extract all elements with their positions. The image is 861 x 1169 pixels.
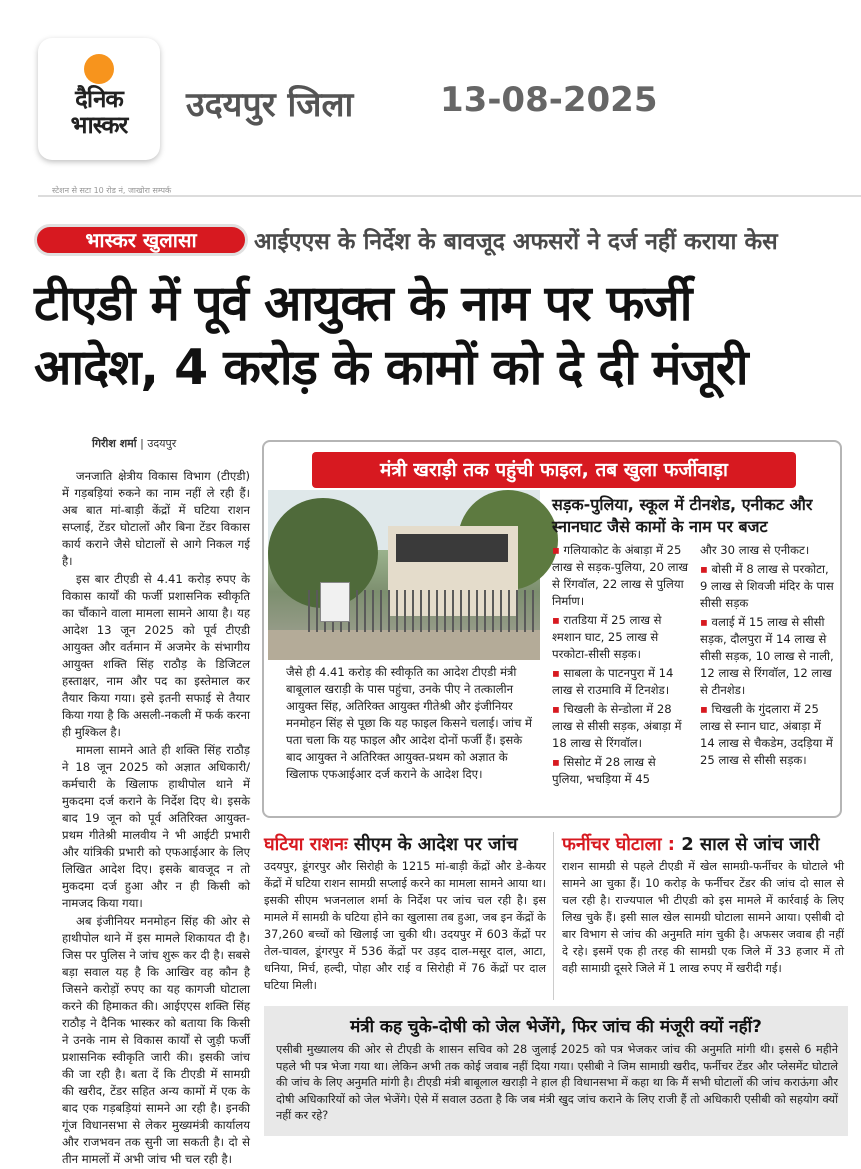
furniture-heading-label: फर्नीचर घोटाला : [562, 834, 675, 855]
ration-heading-rest: सीएम के आदेश पर जांच [347, 834, 518, 855]
bottom-box-heading: मंत्री कह चुके-दोषी को जेल भेजेंगे, फिर जांच की मंजूरी क्यों नहीं? [350, 1017, 762, 1037]
ration-section-heading [264, 832, 518, 856]
bottom-box-body: एसीबी मुख्यालय की ओर से टीएडी के शासन सचिव को 28 जुलाई 2025 को पत्र भेजकर जांच की अनुमति मांगी थी। इससे 6 महीने पहले भी पत्र भेजा गया था। लेकिन अभी तक कोई जवाब नहीं दिया गया। एसीबी ने जिम सामाग्री खरीद, फर्नीचर टेंडर और प्लेसमेंट घोटाले की जांच के लिए अनुमति मांगी है। टीएडी मंत्री बाबूलाल खराड़ी ने हाल ही विधानसभा में कहा था कि मैं सभी घोटालों की जांच कराऊंगा और दोषी अधिकारियों को जेल भेजेंगे। ऐसे में सवाल उठता है कि जब मंत्री खुद जांच कराने के लिए राजी हैं तो अधिकारी एसीबी को सहयोग क्यों नहीं कर रहे? [276, 1043, 838, 1122]
paragraph: अब इंजीनियर मनमोहन सिंह की ओर से हाथीपोल थाने में इस मामले शिकायत दी है। जिस पर पुलिस ने जांच शुरू कर दी है। सबसे बड़ा सवाल यह है कि आखिर वह कौन है जिसने करोड़ों रुपए का यह कागजी घोटाला करने की हिमाकत की। आईएएस शक्ति सिंह राठौड़ ने दैनिक भास्कर को बताया कि किसी ने उनके नाम से विकास कार्यों से जुड़ी फर्जी प्रशासनिक स्वीकृति जारी की। इसकी जांच की जा रही है। बता दें कि टीएडी में सामग्री की खरीद, टेंडर सहित अन्य कामों में एक के बाद एक गड़बड़ियां सामने आ रही है। इनकी गूंज विधानसभा से लेकर मुख्यमंत्री कार्यालय और राजभवन तक सुनी जा सकती है। दो से तीन मामलों में अभी जांच भी चल रही है। [62, 914, 250, 1166]
logo-text: दैनिक भास्कर [70, 85, 128, 139]
office-building-photo [268, 490, 540, 660]
headline [34, 272, 849, 400]
left-column-text [62, 468, 250, 1169]
list-item: ▪ चिखली के गुंदलारा में 25 लाख से स्नान घाट, अंबाड़ा में 14 लाख से चैकडेम, उदड़िया में 25 लाख से सीसी सड़क। [700, 702, 833, 767]
furniture-section-heading [562, 832, 820, 856]
boxed-story-banner: मंत्री खराड़ी तक पहुंची फाइल, तब खुला फर्जीवाड़ा [312, 452, 796, 488]
dainik-bhaskar-logo [38, 38, 160, 160]
bullet-list-right [700, 542, 838, 771]
paragraph: इस बार टीएडी से 4.41 करोड़ रुपए के विकास कार्यों की फर्जी प्रशासनिक स्वीकृति का चौंकाने वाला मामला सामने आया है। यह आदेश 13 जून 2025 को पूर्व टीएडी आयुक्त और वर्तमान में अजमेर के संभागीय आयुक्त शक्ति सिंह राठौड़ के डिजिटल हस्ताक्षर, नाम और पद का इस्तेमाल कर तैयार किया गया। इसे इतनी सफाई से तैयार किया गया है कि असली-नकली में फर्क करना ही मुश्किल है। [62, 572, 250, 739]
photo-signboard [396, 534, 508, 562]
list-item: ▪ चिखली के सेन्डोला में 28 लाख से सीसी सड़क, अंबाड़ा में 18 लाख से रिंगवॉल। [552, 702, 682, 750]
bullet-icon: ▪ [552, 613, 564, 627]
list-item: ▪ बोसी में 8 लाख से परकोटा, 9 लाख से शिवजी मंदिर के पास सीसी सड़क [700, 562, 834, 610]
bullet-icon: ▪ [552, 666, 564, 680]
byline-place: उदयपुर [147, 437, 177, 450]
furniture-heading-rest: 2 साल से जांच जारी [674, 834, 820, 855]
list-item: ▪ रातडिया में 25 लाख से श्मशान घाट, 25 लाख से परकोटा-सीसी सड़क। [552, 613, 662, 661]
photo-ground [268, 630, 540, 660]
photo-notice-board [320, 582, 350, 622]
header-fine-print: स्टेशन से सटा 10 रोड नं, जाखोरा सम्पर्क [52, 186, 172, 195]
sun-icon [84, 54, 114, 84]
headline-line-1: टीएडी में पूर्व आयुक्त के नाम पर फर्जी [34, 275, 692, 332]
kicker-badge: भास्कर खुलासा [34, 224, 248, 256]
district-title: उदयपुर जिला [186, 85, 354, 125]
bullet-icon: ▪ [552, 702, 564, 716]
bullet-icon: ▪ [700, 562, 712, 576]
page-header [0, 0, 861, 200]
bullet-icon: ▪ [700, 615, 712, 629]
list-item-continued: और 30 लाख से एनीकट। [700, 543, 810, 557]
boxed-story-subhead: सड़क-पुलिया, स्कूल में टीनशेड, एनीकट और स्नानघाट जैसे कामों के नाम पर बजट [552, 495, 813, 536]
header-divider [38, 195, 861, 197]
ration-section-body: उदयपुर, डूंगरपुर और सिरोही के 1215 मां-बाड़ी केंद्रों और डे-केयर केंद्रों में घटिया राशन सामग्री सप्लाई करने का मामला सामने आया था। इसकी सीएम भजनलाल शर्मा के निर्देश पर जांच चल रही है। इस मामले में सामग्री के घटिया होने का खुलासा तब हुआ, जब इन केंद्रों के 37,260 बच्चों को खिलाई जा चुकी थी। उदयपुर में 603 केंद्रों पर तेल-चावल, डूंगरपुर में 536 केंद्रों पर उड़द दाल-मसूर दाल, आटा, धनिया, मिर्च, हल्दी, पोहा और राई व सिरोही में 76 केंद्रों पर दाल घटिया मिली। [264, 860, 546, 992]
list-item: ▪ वलाई में 15 लाख से सीसी सड़क, दौलपुरा में 14 लाख से सीसी सड़क, 10 लाख से नाली, 12 लाख से रिंगवॉल, 12 लाख से टीनशेड। [700, 615, 834, 697]
list-item: ▪ गलियाकोट के अंबाड़ा में 25 लाख से सड़क-पुलिया, 20 लाख से रिंगवॉल, 22 लाख से पुलिया निर्माण। [552, 543, 689, 608]
paragraph: जनजाति क्षेत्रीय विकास विभाग (टीएडी) में गड़बड़ियां रुकने का नाम नहीं ले रही हैं। अब बात मां-बाड़ी केंद्रों में घटिया राशन सप्लाई, टेंडर घोटालों और बिना टेंडर विकास कार्य कराने जैसे घोटालों से आगे निकल गई है। [62, 469, 250, 568]
ration-heading-label: घटिया राशनः [264, 834, 348, 855]
headline-line-2: आदेश, 4 करोड़ के कामों को दे दी मंजूरी [34, 339, 748, 396]
boxed-story-body: जैसे ही 4.41 करोड़ की स्वीकृति का आदेश टीएडी मंत्री बाबूलाल खराड़ी के पास पहुंचा, उनके पीए ने तत्कालीन आयुक्त सिंह, अतिरिक्त आयुक्त गीतेश्री और इंजीनियर मनमोहन सिंह से पूछा कि यह फाइल किसने चलाई। जांच में पता चला कि यह फाइल और आदेश दोनों फर्जी हैं। इसके बाद आयुक्त ने अतिरिक्त आयुक्त-प्रथम को अज्ञात के खिलाफ एफआईआर दर्ज कराने के आदेश दिए। [286, 665, 532, 781]
byline-author: गिरीश शर्मा [92, 437, 137, 450]
furniture-section-body: राशन सामग्री से पहले टीएडी में खेल सामग्री-फर्नीचर के घोटाले भी सामने आ चुका हैं। 10 करोड़ के फर्नीचर टेंडर की जांच दो साल से चल रही है। राज्यपाल भी टीएडी को इस मामले में कार्रवाई के लिए लिख चुके हैं। इसी साल खेल सामग्री घोटाला सामने आया। एसीबी दो बार विभाग से जांच की अनुमति मांग चुकी है। अफसर जवाब ही नहीं दे रहे। इसमें एक ही तरह की सामग्री एक जिले में 33 हजार में तो वही सामाग्री दूसरे जिले में 1 लाख रुपए में खरीदी गई। [562, 860, 844, 975]
paragraph: मामला सामने आते ही शक्ति सिंह राठौड़ ने 18 जून 2025 को अज्ञात अधिकारी/कर्मचारी के खिलाफ हाथीपोल थाने में मुकदमा दर्ज कराने के निर्देश दिए थे। इसके बाद 19 जून को पूर्व अतिरिक्त आयुक्त-प्रथम गीतेश्री मालवीय ने भी आईटी प्रभारी और यांत्रिकी प्रभारी को एफआईआर के लिए लिखित आदेश दिए। इसके बावजूद न तो मुकदमा दर्ज हुआ और न ही किसी को नामजद किया गया। [62, 743, 250, 910]
byline [92, 436, 176, 451]
list-item: ▪ साबला के पाटनपुरा में 14 लाख से राउमावि में टिनशेड। [552, 666, 674, 697]
bullet-icon: ▪ [700, 702, 712, 716]
list-item: ▪ सिसोट में 28 लाख से पुलिया, भचड़िया में 45 [552, 755, 656, 786]
kicker-text: आईएएस के निर्देश के बावजूद अफसरों ने दर्ज नहीं कराया केस [254, 229, 778, 255]
bullet-list-left [552, 542, 690, 790]
bullet-icon: ▪ [552, 755, 564, 769]
column-divider [553, 832, 554, 1000]
byline-separator: | [140, 437, 148, 450]
bullet-icon: ▪ [552, 543, 564, 557]
edition-date: 13-08-2025 [440, 80, 658, 120]
